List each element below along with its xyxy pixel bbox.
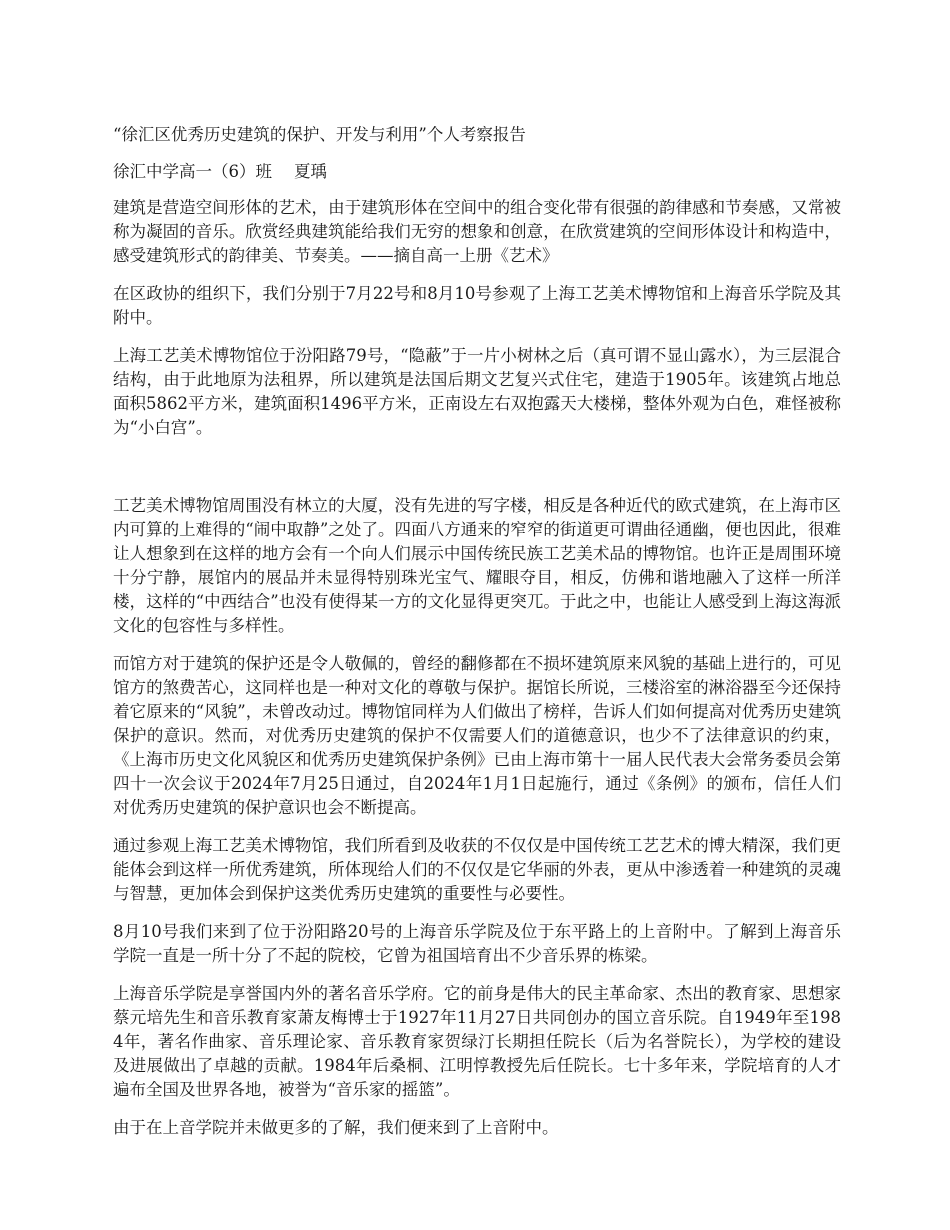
report-title: “徐汇区优秀历史建筑的保护、开发与利用”个人考察报告 (113, 125, 526, 144)
paragraph-protection: 而馆方对于建筑的保护还是令人敬佩的，曾经的翻修都在不损坏建筑原来风貌的基础上进行的，可见馆方的煞费苦心，这同样也是一种对文化的尊敬与保护。据馆长所说，三楼浴室的淋浴器至今还保持着它原来的“风貌”，未曾改动过。博物馆同样为人们做出了榜样，告诉人们如何提高对优秀历史建筑保护的意识。然而，对优秀历史建筑的保护不仅需要人们的道德意识，也少不了法律意识的约束，《上海市历史文化风貌区和优秀历史建筑保护条例》已由上海市第十一届人民代表大会常务委员会第四十一次会议于2024年7月25日通过，自2024年1月1日起施行，通过《条例》的颁布，信任人们对优秀历史建筑的保护意识也会不断提高。 (113, 654, 841, 817)
paragraph-reflection: 通过参观上海工艺美术博物馆，我们所看到及收获的不仅仅是中国传统工艺艺术的博大精深，我们更能体会到这样一所优秀建筑，所体现给人们的不仅仅是它华丽的外表，更从中渗透着一种建筑的灵魂与智慧，更加体会到保护这类优秀历史建筑的重要性与必要性。 (113, 836, 841, 903)
paragraph-museum-intro: 上海工艺美术博物馆位于汾阳路79号，“隐蔽”于一片小树林之后（真可谓不显山露水），为三层混合结构，由于此地原为法租界，所以建筑是法国后期文艺复兴式住宅，建造于1905年。该建筑占地总面积5862平方米，建筑面积1496平方米，正南设左右双抱露天大楼梯，整体外观为白色，难怪被称为“小白宫”。 (113, 346, 841, 437)
paragraph-museum-surroundings: 工艺美术博物馆周围没有林立的大厦，没有先进的写字楼，相反是各种近代的欧式建筑，在上海市区内可算的上难得的“闹中取静”之处了。四面八方通来的窄窄的街道更可谓曲径通幽，便也因此，很难让人想象到在这样的地方会有一个向人们展示中国传统民族工艺美术品的博物馆。也许正是周围环境十分宁静，展馆内的展品并未显得特别珠光宝气、耀眼夺目，相反，仿佛和谐地融入了这样一所洋楼，这样的“中西结合”也没有使得某一方的文化显得更突兀。于此之中，也能让人感受到上海这海派文化的包容性与多样性。 (113, 496, 841, 635)
paragraph-quote: 建筑是营造空间形体的艺术，由于建筑形体在空间中的组合变化带有很强的韵律感和节奏感，又常被称为凝固的音乐。欣赏经典建筑能给我们无穷的想象和创意，在欣赏建筑的空间形体设计和构造中，感受建筑形式的韵律美、节奏美。——摘自高一上册《艺术》 (113, 198, 841, 265)
author-class: 徐汇中学高一（6）班 (113, 162, 272, 181)
section-spacer (113, 454, 841, 494)
paragraph-affiliated-school: 由于在上音学院并未做更多的了解，我们便来到了上音附中。 (113, 1118, 559, 1137)
author-line (113, 160, 841, 184)
paragraph-conservatory-history: 上海音乐学院是享誉国内外的著名音乐学府。它的前身是伟大的民主革命家、杰出的教育家、思想家蔡元培先生和音乐教育家萧友梅博士于1927年11月27日共同创办的国立音乐院。自1949年至1984年，著名作曲家、音乐理论家、音乐教育家贺绿汀长期担任院长（后为名誉院长），为学校的建设及进展做出了卓越的贡献。1984年后桑桐、江明惇教授先后任院长。七十多年来，学院培育的人才遍布全国及世界各地，被誉为“音乐家的摇篮”。 (113, 984, 841, 1099)
author-name: 夏瑀 (294, 162, 327, 181)
paragraph-visit-dates: 在区政协的组织下，我们分别于7月22号和8月10号参观了上海工艺美术博物馆和上海音乐学院及其附中。 (113, 284, 841, 327)
document-body (113, 123, 841, 1154)
paragraph-conservatory-visit: 8月10号我们来到了位于汾阳路20号的上海音乐学院及位于东平路上的上音附中。了解到上海音乐学院一直是一所十分了不起的院校，它曾为祖国培育出不少音乐界的栋梁。 (113, 922, 841, 965)
